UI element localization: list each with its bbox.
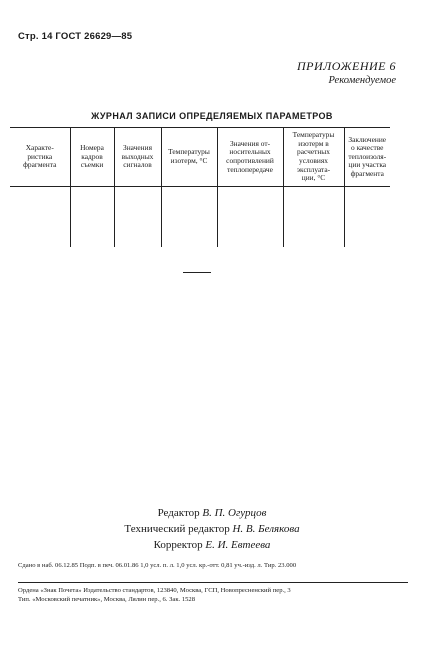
page-header: Стр. 14 ГОСТ 26629—85 xyxy=(18,31,133,42)
table-header-row xyxy=(10,128,390,187)
typography-line: Тип. «Московский печатник», Москва, Лялин пер., 6. Зак. 1528 xyxy=(18,595,196,603)
table-cell xyxy=(70,187,114,248)
publisher-line: Ордена «Знак Почета» Издательство стандартов, 123840, Москва, ГСП, Новопресненский пер., 3 xyxy=(18,587,291,594)
table-cell xyxy=(344,187,390,248)
table-cell xyxy=(217,187,283,248)
appendix-label xyxy=(297,59,396,86)
printer-info xyxy=(18,587,410,604)
tech-editor-line xyxy=(0,521,424,537)
corrector-role: Корректор xyxy=(153,539,203,551)
section-divider xyxy=(183,272,211,273)
appendix-title: ПРИЛОЖЕНИЕ 6 xyxy=(297,59,396,73)
editor-role: Редактор xyxy=(157,507,200,519)
table-cell xyxy=(161,187,217,248)
table-row xyxy=(10,187,390,248)
tech-editor-role: Технический редактор xyxy=(124,523,230,535)
parameters-table xyxy=(10,127,390,247)
editor-name: В. П. Огурцов xyxy=(202,507,267,519)
tech-editor-name: Н. В. Белякова xyxy=(232,523,300,535)
col-relative-resistances: Значения от- носительных сопротивлений теплопередаче xyxy=(217,128,283,187)
table-cell xyxy=(10,187,70,248)
col-output-signals: Значения выходных сигналов xyxy=(114,128,161,187)
col-isotherm-temperatures: Температуры изотерм, °С xyxy=(161,128,217,187)
col-design-temperatures: Температуры изотерм в расчетных условиях эксплуата- ции, °С xyxy=(283,128,344,187)
col-fragment-characteristic: Характе- ристика фрагмента xyxy=(10,128,70,187)
editor-line xyxy=(0,505,424,521)
col-conclusion: Заключение о качестве теплоизоля- ции участка фрагмента xyxy=(344,128,390,187)
appendix-subtitle: Рекомендуемое xyxy=(328,75,396,86)
imprint-info: Сдано в наб. 06.12.85 Подп. в печ. 06.01.86 1,0 усл. п. л. 1,0 усл. кр.-отт. 0,81 уч.-изд. л. Тир. 23.000 xyxy=(18,562,297,569)
journal-title: ЖУРНАЛ ЗАПИСИ ОПРЕДЕЛЯЕМЫХ ПАРАМЕТРОВ xyxy=(91,111,333,121)
credits-block xyxy=(0,505,424,553)
corrector-name: Е. И. Евтеева xyxy=(205,539,271,551)
table-cell xyxy=(114,187,161,248)
corrector-line xyxy=(0,537,424,553)
col-frame-numbers: Номера кадров съемки xyxy=(70,128,114,187)
table-cell xyxy=(283,187,344,248)
imprint-rule xyxy=(18,582,408,583)
